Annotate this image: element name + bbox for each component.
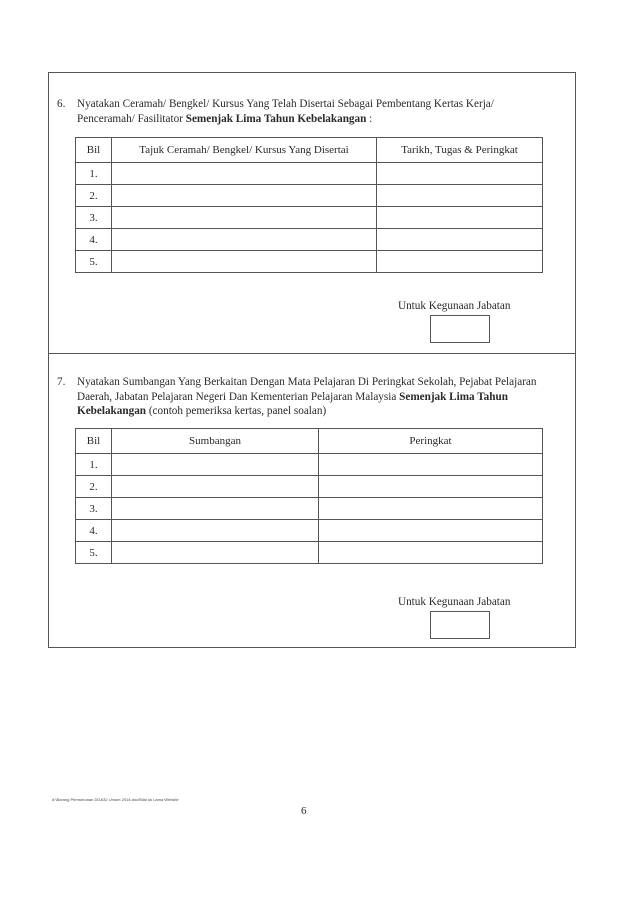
date-role-cell[interactable] (377, 207, 543, 229)
col-header-bil: Bil (76, 138, 112, 163)
question-line-2 (77, 112, 494, 127)
table-row (76, 251, 543, 273)
question-text (77, 97, 494, 126)
title-cell[interactable] (112, 163, 377, 185)
title-cell[interactable] (112, 229, 377, 251)
question-line-1: Nyatakan Sumbangan Yang Berkaitan Dengan Mata Pelajaran Di Peringkat Sekolah, Pejabat Pelajaran (77, 376, 537, 388)
table-row (76, 454, 543, 476)
row-number: 3. (76, 207, 112, 229)
col-header-title: Tajuk Ceramah/ Bengkel/ Kursus Yang Disertai (112, 138, 377, 163)
section-divider (48, 353, 575, 354)
question-line-3-bold: Kebelakangan (77, 405, 147, 417)
footer-file-path: d:\Borang Permohonan DGA32 Umum 2014.doc/Bilal uk Lama Website (52, 797, 179, 802)
row-number: 2. (76, 185, 112, 207)
table-row (76, 163, 543, 185)
title-cell[interactable] (112, 185, 377, 207)
row-number: 5. (76, 542, 112, 564)
contribution-cell[interactable] (112, 520, 319, 542)
level-cell[interactable] (319, 520, 543, 542)
question-line-3 (77, 404, 537, 419)
row-number: 3. (76, 498, 112, 520)
title-cell[interactable] (112, 207, 377, 229)
table-header-row (76, 429, 543, 454)
date-role-cell[interactable] (377, 163, 543, 185)
table-q6 (75, 137, 543, 273)
level-cell[interactable] (319, 498, 543, 520)
question-line-2-tail: : (366, 112, 373, 125)
department-use-label: Untuk Kegunaan Jabatan (398, 596, 511, 608)
department-use-box[interactable] (430, 315, 490, 343)
contribution-cell[interactable] (112, 476, 319, 498)
date-role-cell[interactable] (377, 251, 543, 273)
level-cell[interactable] (319, 542, 543, 564)
question-line-2-bold: Semenjak Lima Tahun Kebelakangan (185, 112, 367, 125)
table-q7 (75, 428, 543, 564)
col-header-level: Peringkat (319, 429, 543, 454)
contribution-cell[interactable] (112, 542, 319, 564)
question-text (77, 375, 537, 419)
question-line-1: Nyatakan Ceramah/ Bengkel/ Kursus Yang Telah Disertai Sebagai Pembentang Kertas Kerja/ (77, 98, 494, 110)
table-row (76, 229, 543, 251)
date-role-cell[interactable] (377, 229, 543, 251)
table-row (76, 520, 543, 542)
date-role-cell[interactable] (377, 185, 543, 207)
col-header-bil: Bil (76, 429, 112, 454)
contribution-cell[interactable] (112, 454, 319, 476)
table-row (76, 207, 543, 229)
question-line-2-bold: Semenjak Lima Tahun (399, 390, 508, 403)
question-line-2-plain: Penceramah/ Fasilitator (77, 112, 186, 125)
question-line-2-plain: Daerah, Jabatan Pelajaran Negeri Dan Kementerian Pelajaran Malaysia (77, 390, 400, 403)
level-cell[interactable] (319, 454, 543, 476)
table-row (76, 542, 543, 564)
question-line-3-plain: (contoh pemeriksa kertas, panel soalan) (146, 405, 327, 417)
department-use-box[interactable] (430, 611, 490, 639)
table-row (76, 498, 543, 520)
row-number: 5. (76, 251, 112, 273)
question-line-2 (77, 390, 537, 405)
table-header-row (76, 138, 543, 163)
title-cell[interactable] (112, 251, 377, 273)
table-row (76, 476, 543, 498)
question-number: 6. (57, 98, 66, 110)
row-number: 4. (76, 229, 112, 251)
row-number: 4. (76, 520, 112, 542)
question-number: 7. (57, 376, 66, 388)
row-number: 1. (76, 163, 112, 185)
table-row (76, 185, 543, 207)
level-cell[interactable] (319, 476, 543, 498)
row-number: 2. (76, 476, 112, 498)
col-header-date-role: Tarikh, Tugas & Peringkat (377, 138, 543, 163)
row-number: 1. (76, 454, 112, 476)
page-number: 6 (301, 805, 307, 817)
contribution-cell[interactable] (112, 498, 319, 520)
department-use-label: Untuk Kegunaan Jabatan (398, 300, 511, 312)
col-header-contribution: Sumbangan (112, 429, 319, 454)
